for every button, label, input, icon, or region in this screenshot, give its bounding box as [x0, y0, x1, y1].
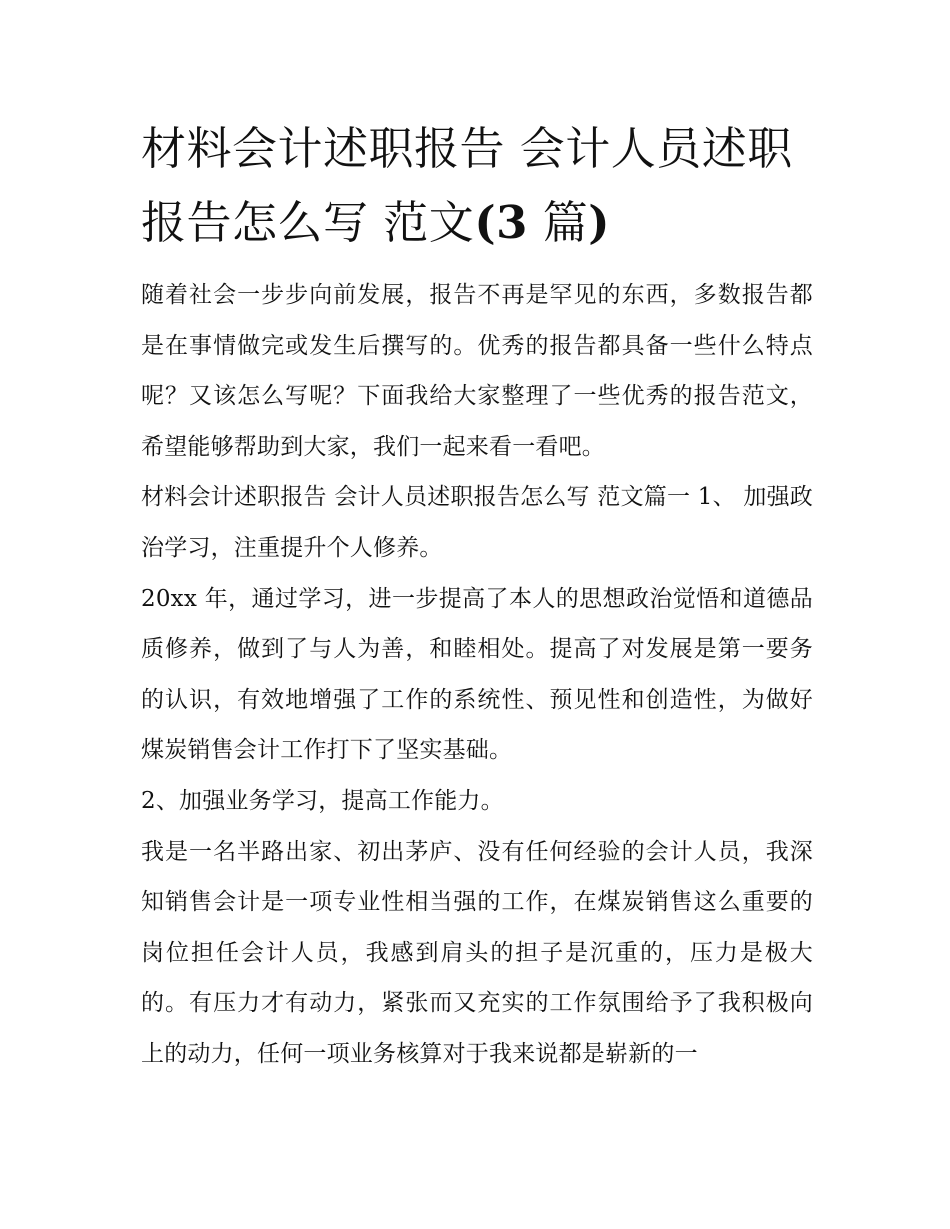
title-count-close: ): [588, 196, 611, 249]
title-count-open: (3: [474, 196, 528, 249]
document-content: [141, 112, 813, 1080]
subheading-paragraph: 2、加强业务学习，提高工作能力。: [141, 787, 504, 814]
body-paragraph: 20xx 年，通过学习，进一步提高了本人的思想政治觉悟和道德品质修养，做到了与人为善，和睦相处。提高了对发展是第一要务的认识，有效地增强了工作的系统性、预见性和创造性，为做好煤炭销售会计工作打下了坚实基础。: [141, 585, 813, 764]
section-heading-paragraph: 材料会计述职报告 会计人员述职报告怎么写 范文篇一 1、 加强政治学习，注重提升个人修养。: [141, 484, 813, 561]
document-title: [141, 112, 813, 260]
intro-paragraph: 随着社会一步步向前发展，报告不再是罕见的东西，多数报告都是在事情做完或发生后撰写的。优秀的报告都具备一些什么特点呢？又该怎么写呢？下面我给大家整理了一些优秀的报告范文，希望能够帮助到大家，我们一起来看一看吧。: [141, 282, 813, 460]
title-text: 材料会计述职报告 会计人员述职报告怎么写 范文: [141, 122, 793, 249]
title-count-unit: 篇: [527, 196, 589, 249]
body-paragraph: 我是一名半路出家、初出茅庐、没有任何经验的会计人员，我深知销售会计是一项专业性相当强的工作，在煤炭销售这么重要的岗位担任会计人员，我感到肩头的担子是沉重的，压力是极大的。有压力才有动力，紧张而又充实的工作氛围给予了我积极向上的动力，任何一项业务核算对于我来说都是崭新的一: [141, 838, 813, 1067]
